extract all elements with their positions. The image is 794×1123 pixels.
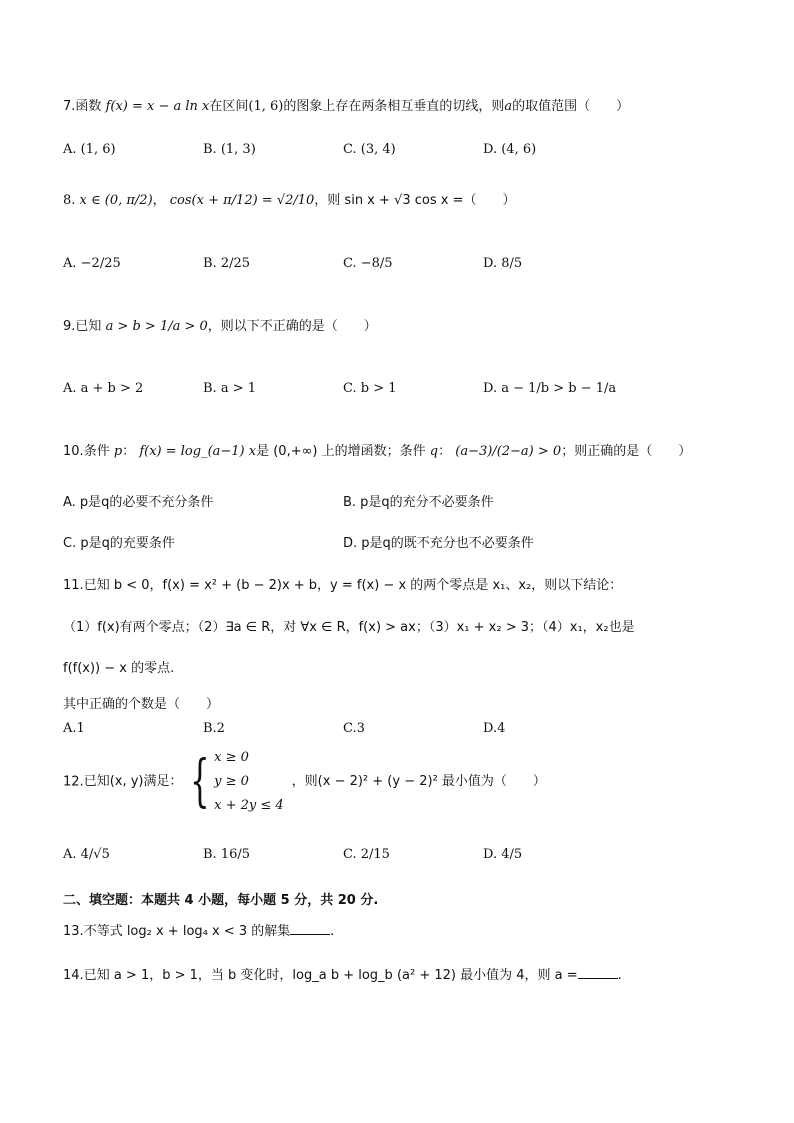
q14-answer-blank[interactable] [578, 966, 618, 979]
q12-option-a[interactable]: A. 4/√5 [63, 847, 110, 862]
q10-option-b[interactable]: B. p是q的充分不必要条件 [343, 495, 494, 510]
q12-brace: { [190, 749, 211, 814]
q7-option-d[interactable]: D. (4, 6) [483, 142, 537, 157]
section-2-heading: 二、填空题：本题共 4 小题，每小题 5 分，共 20 分. [63, 893, 379, 908]
q10-p: p [113, 444, 123, 459]
q7-text1: 在区间 [209, 99, 249, 114]
q10-option-d[interactable]: D. p是q的既不充分也不必要条件 [343, 536, 534, 551]
q10-stem: 10.条件 p： f(x) = log_(a−1) x是 (0,+∞) 上的增函数；条件 q： (a−3)/(2−a) > 0；则正确的是（ ） [63, 444, 692, 459]
q9-lead: 已知 [75, 319, 102, 334]
q8-option-d[interactable]: D. 8/5 [483, 256, 523, 271]
q7-option-a[interactable]: A. (1, 6) [63, 142, 116, 157]
q12-option-b[interactable]: B. 16/5 [203, 847, 251, 862]
q10-lead: 条件 [83, 444, 110, 459]
q7-option-c[interactable]: C. (3, 4) [343, 142, 396, 157]
q11-stem-line3: f(f(x)) − x 的零点. [63, 661, 175, 676]
q12-number: 12. [63, 774, 84, 790]
q11-stem-line1 [63, 577, 622, 595]
q7-function: f(x) = x − a ln x [105, 99, 210, 114]
q9-option-a[interactable]: A. a + b > 2 [63, 381, 144, 396]
q8-ask: ，则 sin x + √3 cos x =（ ） [314, 193, 516, 208]
q8-stem: 8. x ∈ (0, π/2)， cos(x + π/12) = √2/10，则 sin x + √3 cos x =（ ） [63, 193, 516, 208]
q8-option-c[interactable]: C. −8/5 [343, 256, 393, 271]
q8-option-b[interactable]: B. 2/25 [203, 256, 251, 271]
q10-q-definition: (a−3)/(2−a) > 0 [455, 444, 562, 459]
q12-lead: 已知(x, y)满足： [83, 774, 183, 789]
q8-condition: x ∈ (0, π/2) [79, 193, 153, 208]
q12-ask: ，则(x − 2)² + (y − 2)² 最小值为（ ） [291, 774, 546, 789]
q12-constraint-1: x ≥ 0 [214, 750, 249, 765]
q12-stem [63, 746, 546, 818]
q7-interval: (1, 6) [248, 99, 284, 114]
q11-option-d[interactable]: D.4 [483, 721, 506, 736]
q11-ask: 其中正确的个数是（ ） [63, 697, 220, 712]
q9-option-b[interactable]: B. a > 1 [203, 381, 256, 396]
q7-lead: 函数 [75, 99, 102, 114]
q9-stem [63, 318, 377, 336]
q14-stem [63, 966, 622, 985]
q8-option-a[interactable]: A. −2/25 [63, 256, 121, 271]
q11-number: 11. [63, 578, 84, 593]
q12-constraint-2: y ≥ 0 [214, 774, 249, 789]
q8-cos-equation: cos(x + π/12) = √2/10 [169, 193, 315, 208]
q7-var: a [504, 99, 513, 114]
q10-option-c[interactable]: C. p是q的充要条件 [63, 536, 175, 551]
q9-number: 9. [63, 319, 76, 334]
q8-number: 8. [63, 193, 76, 208]
q13-stem [63, 922, 334, 941]
q14-end: . [617, 968, 622, 983]
q9-condition: a > b > 1/a > 0 [105, 319, 208, 334]
q11-option-c[interactable]: C.3 [343, 721, 365, 736]
q7-option-b[interactable]: B. (1, 3) [203, 142, 256, 157]
q12-constraint-3: x + 2y ≤ 4 [214, 798, 284, 813]
q13-text: 不等式 log₂ x + log₄ x < 3 的解集 [83, 924, 291, 939]
q10-number: 10. [63, 444, 84, 459]
q10-p-text: 是 (0,+∞) 上的增函数；条件 [256, 444, 426, 459]
q13-number: 13. [63, 924, 84, 939]
q10-ask: ；则正确的是（ ） [561, 444, 692, 459]
q9-ask: ，则以下不正确的是（ ） [207, 319, 377, 334]
q11-stem-line2: （1）f(x)有两个零点；（2）∃a ∈ R，对 ∀x ∈ R，f(x) > ax；（3）x₁ + x₂ > 3；（4）x₁，x₂也是 [63, 620, 635, 635]
q10-option-a[interactable]: A. p是q的必要不充分条件 [63, 495, 214, 510]
q13-end: . [330, 924, 335, 939]
q12-option-d[interactable]: D. 4/5 [483, 847, 523, 862]
q11-option-b[interactable]: B.2 [203, 721, 225, 736]
q9-option-d[interactable]: D. a − 1/b > b − 1/a [483, 381, 617, 396]
q11-line1: 已知 b < 0，f(x) = x² + (b − 2)x + b，y = f(x) − x 的两个零点是 x₁、x₂，则以下结论： [83, 578, 623, 593]
q7-text3: 的取值范围（ ） [512, 99, 630, 114]
q7-number: 7. [63, 99, 76, 114]
q11-option-a[interactable]: A.1 [63, 721, 85, 736]
q14-number: 14. [63, 968, 84, 983]
q9-option-c[interactable]: C. b > 1 [343, 381, 397, 396]
q13-answer-blank[interactable] [290, 922, 330, 935]
q12-constraints [214, 746, 284, 818]
q7-text2: 的图象上存在两条相互垂直的切线，则 [283, 99, 505, 114]
q14-text: 已知 a > 1，b > 1，当 b 变化时，log_a b + log_b (a² + 12) 最小值为 4，则 a = [83, 968, 578, 983]
q10-p-definition: f(x) = log_(a−1) x [139, 444, 257, 459]
q10-q: q [429, 444, 439, 459]
q12-option-c[interactable]: C. 2/15 [343, 847, 390, 862]
q7-stem [63, 98, 629, 116]
